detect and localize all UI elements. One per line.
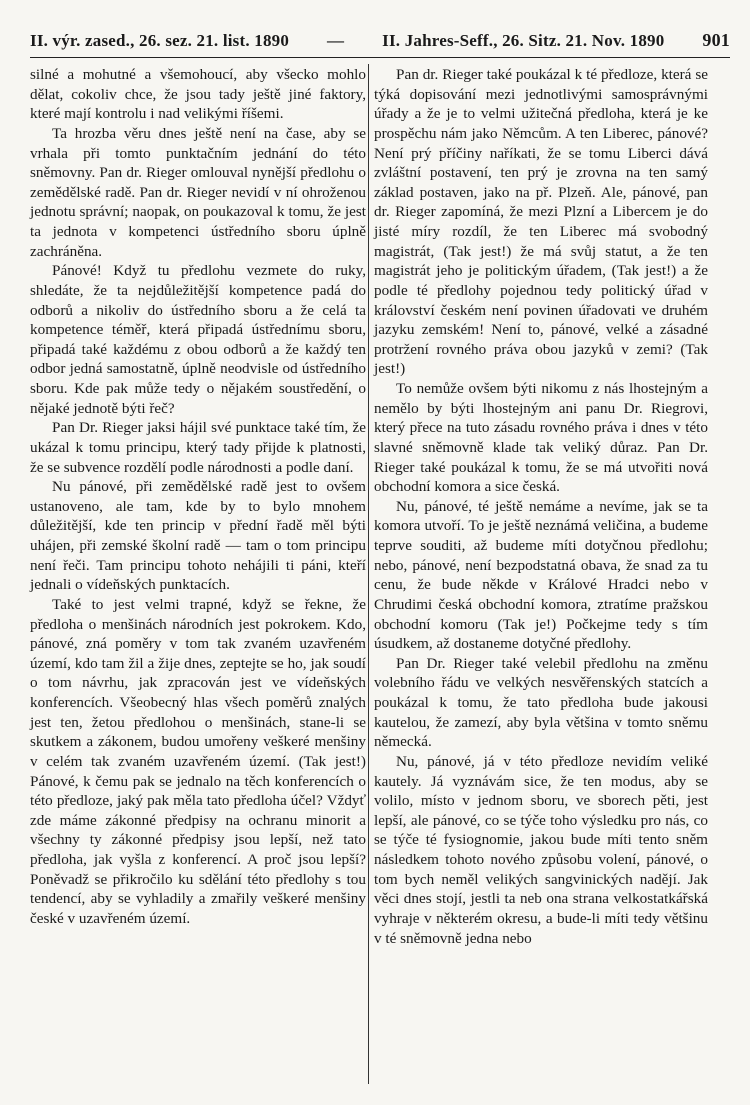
paragraph: Také to jest velmi trapné, když se řekne, že předloha o menšinách národních jest pokrokem. Kdo, pánové, zná poměry v tom tak zvaném uzavřeném území, kdo tam žil a žije dnes, zeptejte se ho, jak soudí o tom návrhu, jak zpracován jest ve vídeňských konferencích. Všeobecný hlas všech poměrů znalých jest ten, žetou předlohou o menšinách, stane-li se skutkem a zákonem, budou umořeny veškeré menšiny v celém tak zvaném uzavřeném území. (Tak jest!) Pánové, k čemu pak se jednalo na těch konferencích o této předloze, jaký pak měla tato předloha účel? Vždyť zde máme zákonné předpisy na ochranu minorit a všechny ty zákonné předpisy jsou lepší, než tato předloha, jak vyšla z konferencí. A proč jsou lepší? Poněvadž se přikročilo ku sdělání této předlohy s tou tendencí, aby se vyhladily a zmařily veškeré menšiny české v uzavřeném území.	[30, 595, 366, 927]
paragraph: To nemůže ovšem býti nikomu z nás lhostejným a nemělo by býti lhostejným ani panu Dr. Riegrovi, který přece na tuto zásadu rovného práva i dnes v této slavné sněmovně klade tak veliký důraz. Pan Dr. Rieger také poukázal k tomu, že se má utvořiti nová obchodní komora a sice česká.	[374, 380, 708, 496]
header-left: II. výr. zased., 26. sez. 21. list. 1890	[30, 31, 290, 50]
paragraph: Nu, pánové, já v této předloze nevidím veliké kautely. Já vyznávám sice, že ten modus, aby se volilo, místo v jednom sboru, ve sborech pěti, jest lepší, ale pánové, co se týče toho výsledku pro nás, co se týče té fysiognomie, jakou bude míti tento sněm následkem tohoto nového způsobu volení, pánové, o tom bych neměl velikých sangvinických nadějí. Jak věci dnes stojí, jestli ta neb ona strana velkostatkářská vyhraje v některém okresu, a bude-li míti tedy většinu v té sněmovně jedna nebo	[374, 752, 708, 947]
paragraph: Nu pánové, při zemědělské radě jest to ovšem ustanoveno, ale tam, kde by to bylo mnohem důležitější, kde ten princip v přední řadě měl býti uhájen, při zemské školní radě — tam o tom principu není řeči. Tam principu tohoto nehájili ti páni, kteří jednali o vídeňských punktacích.	[30, 478, 366, 594]
paragraph: Pan dr. Rieger také poukázal k té předloze, která se týká dopisování mezi jednotlivými samosprávnými úřady a že je to velmi užitečná předloha, která je ke prospěchu nám jako Němcům. A ten Liberec, pánové? Není prý příčiny naříkati, že se tomu Liberci dává zvláštní postavení, ten prý je zrovna na ten samý základ postaven, jako na př. Plzeň. Ale, pánové, pan dr. Rieger zapomíná, že mezi Plzní a Libercem je do jisté míry rozdíl, že ten Liberec má svobodný magistrát, (Tak jest!) že má svůj statut, a že ten magistrát jeho je politickým úřadem, (Tak jest!) a že podle té předlohy pojednou tedy politický úřad v království českém není povinen úřadovati ve druhém jazyku zemském! Není to, pánové, velké a zásadné protržení rovného práva obou jazyků v zemi? (Tak jest!)	[374, 66, 708, 378]
header-right: II. Jahres-Seff., 26. Sitz. 21. Nov. 1890	[382, 31, 665, 50]
running-header	[30, 30, 730, 52]
header-dash: —	[327, 31, 345, 50]
paragraph: Pánové! Když tu předlohu vezmete do ruky, shledáte, že ta nejdůležitější kompetence padá do odborů a nikoliv do ústředního sboru a že celá ta kompetence téměř, která připadá ústřednímu sboru, připadá také každému z obou odborů a že každý ten odbor jedná samostatně, úplně neodvisle od ústředního sboru. Kde pak může tedy o nějakém soustředění, o nějaké jednotě býti řeč?	[30, 262, 366, 417]
column-divider	[368, 64, 369, 1084]
paragraph: Nu, pánové, té ještě nemáme a nevíme, jak se ta komora utvoří. To je ještě neznámá veličina, a budeme teprve souditi, až budeme míti dotyčnou předlohu; nebo, pánové, není bezpodstatná obava, že snad za tu cenu, že bude někde v Králové Hradci nebo v Chrudimi česká obchodní komora, ztratíme pražskou obchodní komoru (Tak je!) Počkejme tedy s tím úsudkem, až dostaneme dotyčné předlohy.	[374, 497, 708, 653]
header-rule	[30, 57, 730, 58]
left-column	[30, 65, 366, 929]
paragraph: silné a mohutné a všemohoucí, aby všecko mohlo dělat, cokoliv chce, že jsou tady ještě jiné faktory, které mají kontrolu i nad velikými říšemi.	[30, 66, 366, 123]
page-number: 901	[702, 30, 730, 50]
paragraph: Pan Dr. Rieger jaksi hájil své punktace také tím, že ukázal k tomu principu, který tady přijde k platnosti, že se subvence rozdělí podle národnosti a podle daní.	[30, 419, 366, 476]
right-column	[374, 65, 708, 948]
paragraph: Ta hrozba věru dnes ještě není na čase, aby se vrhala při tomto punktačním jednání do této sněmovny. Pan dr. Rieger omlouval nynější předlohu o zemědělské radě. Pan dr. Rieger nevidí v ní ohroženou jednotu správní; naopak, on poukazoval k tomu, že jest ta jednota v kompetenci ústředního sboru úplně zachráněna.	[30, 124, 366, 260]
paragraph: Pan Dr. Rieger také velebil předlohu na změnu volebního řádu ve velkých nesvěřenských statcích a poukázal k tomu, že tato předloha bude jakousi kautelou, že zamezí, aby byla většina v tomto sněmu německá.	[374, 654, 708, 751]
